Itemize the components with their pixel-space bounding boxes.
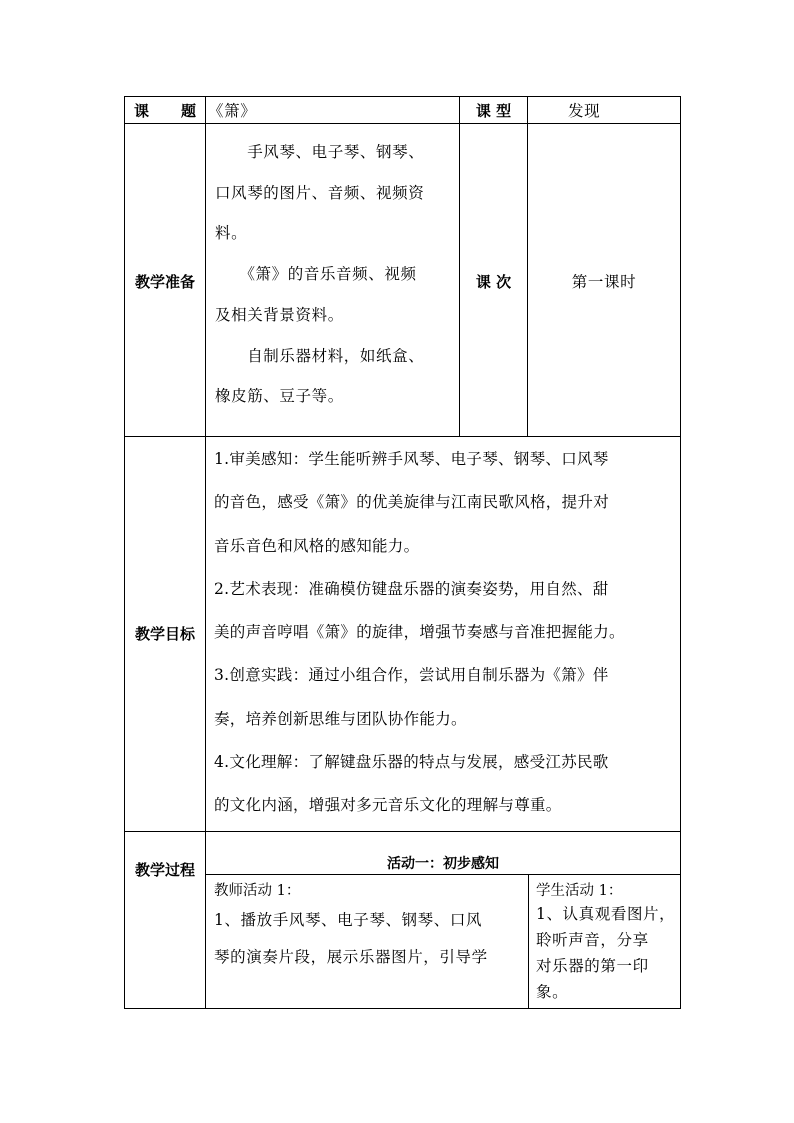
type-value: 发现 — [568, 102, 601, 120]
activity-title: 活动一：初步感知 — [387, 856, 499, 872]
table-border-bottom — [124, 1008, 681, 1009]
topic-label: 课 题 — [134, 102, 196, 120]
teacher-activity-line: 琴的演奏片段，展示乐器图片，引导学 — [214, 948, 488, 966]
preparation-line: 料。 — [215, 224, 248, 243]
objective-line: 的文化内涵，增强对多元音乐文化的理解与尊重。 — [214, 796, 562, 815]
preparation-line: 自制乐器材料，如纸盒、 — [215, 346, 425, 365]
lesson-value: 第一课时 — [571, 273, 637, 291]
row-divider-1 — [124, 123, 681, 124]
teacher-activity-line: 1、播放手风琴、电子琴、钢琴、口风 — [214, 911, 483, 929]
student-activity-line: 1、认真观看图片， — [536, 905, 676, 923]
preparation-line: 手风琴、电子琴、钢琴、 — [215, 143, 425, 161]
preparation-line: 《箫》的音乐音频、视频 — [215, 265, 417, 284]
objectives-label: 教学目标 — [134, 625, 195, 643]
activity-divider — [205, 874, 681, 875]
objective-line: 1.审美感知：学生能听辨手风琴、电子琴、钢琴、口风琴 — [214, 450, 609, 468]
objective-line: 的音色，感受《箫》的优美旋律与江南民歌风格，提升对 — [214, 493, 610, 512]
objective-line: 4.文化理解：了解键盘乐器的特点与发展，感受江苏民歌 — [214, 753, 609, 772]
teacher-activity — [214, 880, 528, 974]
lesson-label: 课 次 — [475, 273, 512, 291]
objective-line: 3.创意实践：通过小组合作，尝试用自制乐器为《箫》伴 — [214, 666, 609, 685]
student-activity-line: 对乐器的第一印 — [536, 957, 649, 975]
objective-line: 美的声音哼唱《箫》的旋律，增强节奏感与音准把握能力。 — [214, 623, 625, 642]
row-divider-2 — [124, 436, 681, 437]
objective-line: 2.艺术表现：准确模仿键盘乐器的演奏姿势，用自然、甜 — [214, 579, 609, 598]
table-border-top — [124, 96, 681, 97]
type-label-right-divider — [527, 96, 528, 436]
preparation-line: 及相关背景资料。 — [215, 305, 344, 324]
teacher-activity-title: 教师活动 1： — [214, 883, 301, 899]
preparation-label: 教学准备 — [134, 273, 195, 291]
student-activity — [536, 880, 680, 1005]
preparation-line: 口风琴的图片、音频、视频资 — [215, 183, 425, 202]
student-activity-line: 聆听声音，分享 — [536, 931, 649, 949]
type-label: 课 型 — [475, 102, 512, 120]
preparation-line: 橡皮筋、豆子等。 — [215, 387, 344, 406]
objective-line: 奏，培养创新思维与团队协作能力。 — [214, 709, 467, 728]
objective-line: 音乐音色和风格的感知能力。 — [214, 536, 420, 555]
activity-column-divider — [528, 874, 529, 1008]
student-activity-title: 学生活动 1： — [536, 883, 623, 899]
topic-value: 《箫》 — [208, 102, 257, 120]
process-label: 教学过程 — [134, 861, 195, 879]
student-activity-line: 象。 — [536, 983, 569, 1001]
objectives-content — [214, 438, 684, 828]
row-divider-3 — [124, 831, 681, 832]
preparation-content — [215, 132, 460, 417]
